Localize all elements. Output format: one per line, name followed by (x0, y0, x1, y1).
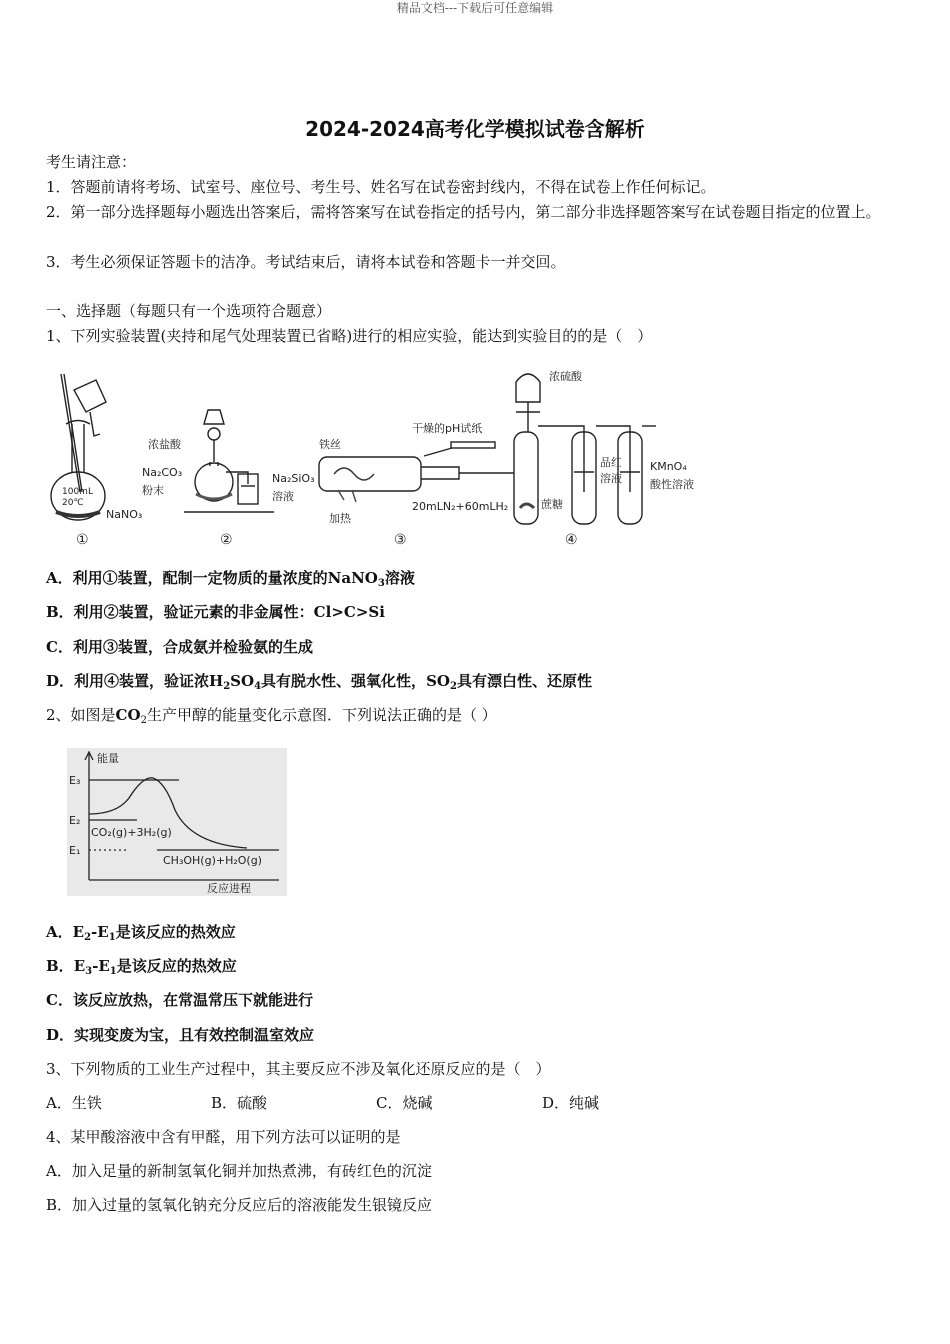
q1-option-b: B．利用②装置，验证元素的非金属性：Cl>C>Si (46, 603, 385, 621)
apparatus-figure (44, 362, 724, 552)
q1-option-d: D．利用④装置，验证浓$H_2SO_4$具有脱水性、强氧化性，$SO_2$具有漂白性、还原性 (46, 672, 592, 692)
q2-option-c: C．该反应放热，在常温常压下就能进行 (46, 991, 313, 1009)
label-nano3: NaNO₃ (106, 508, 143, 521)
label-h2so4: 浓硫酸 (549, 370, 582, 383)
energy-products: CH₃OH(g)+H₂O(g) (163, 854, 262, 867)
q2-option-d: D．实现变废为宝，且有效控制温室效应 (46, 1026, 315, 1044)
label-flask-1: 100mL 20℃ (62, 487, 93, 508)
energy-ylabel: 能量 (97, 752, 119, 765)
q1-option-c: C．利用③装置，合成氨并检验氨的生成 (46, 638, 313, 656)
label-ph-paper: 干燥的pH试纸 (412, 422, 483, 435)
q4-option-a: A．加入足量的新制氢氧化铜并加热煮沸，有砖红色的沉淀 (46, 1162, 432, 1180)
label-heat: 加热 (329, 512, 351, 525)
energy-e3: E₃ (69, 774, 81, 787)
q3-option-c: C．烧碱 (376, 1094, 433, 1112)
label-num-4: ④ (565, 532, 578, 548)
label-na2sio3: Na₂SiO₃ (272, 472, 315, 485)
question-1-stem: 1、下列实验装置(夹持和尾气处理装置已省略)进行的相应实验，能达到实验目的的是（ ） (46, 327, 653, 345)
label-solution: 溶液 (272, 490, 294, 503)
label-num-2: ② (220, 532, 233, 548)
energy-e1: E₁ (69, 844, 81, 857)
q3-option-a: A．生铁 (46, 1094, 102, 1112)
q3-option-b: B．硫酸 (211, 1094, 268, 1112)
q3-option-d: D．纯碱 (542, 1094, 600, 1112)
q2-option-b: B．$E_3-E_1$是该反应的热效应 (46, 957, 237, 977)
page-header: 精品文档---下载后可任意编辑 (396, 1, 554, 15)
notice-item-2: 2．第一部分选择题每小题选出答案后，需将答案写在试卷指定的括号内，第二部分非选择题答案写在试卷题目指定的位置上。 (46, 203, 881, 221)
question-4-stem: 4、某甲酸溶液中含有甲醛，用下列方法可以证明的是 (46, 1128, 401, 1146)
label-pinhong: 品红 (600, 456, 622, 469)
q4-option-b: B．加入过量的氢氧化钠充分反应后的溶液能发生银镜反应 (46, 1196, 433, 1214)
label-gas: 20mLN₂+60mLH₂ (412, 500, 509, 513)
notice-item-1: 1．答题前请将考场、试室号、座位号、考生号、姓名写在试卷密封线内，不得在试卷上作任何标记。 (46, 178, 716, 196)
energy-reactants: CO₂(g)+3H₂(g) (91, 826, 172, 839)
label-na2co3: Na₂CO₃ (142, 466, 183, 479)
label-kmno4-b: 酸性溶液 (650, 478, 694, 491)
label-num-3: ③ (394, 532, 407, 548)
notice-item-3: 3．考生必须保证答题卡的洁净。考试结束后，请将本试卷和答题卡一并交回。 (46, 253, 566, 271)
label-kmno4: KMnO₄ (650, 460, 687, 473)
label-num-1: ① (76, 532, 89, 548)
question-3-stem: 3、下列物质的工业生产过程中，其主要反应不涉及氧化还原反应的是（ ） (46, 1060, 551, 1078)
label-pinhong-2: 溶液 (600, 472, 622, 485)
label-wire: 铁丝 (319, 438, 341, 451)
page-title: 2024-2024高考化学模拟试卷含解析 (305, 117, 645, 141)
question-2-stem: 2、如图是$CO_2$生产甲醇的能量变化示意图．下列说法正确的是（ ） (46, 706, 497, 726)
label-hcl: 浓盐酸 (148, 438, 181, 451)
energy-e2: E₂ (69, 814, 81, 827)
q1-option-a: A．利用①装置，配制一定物质的量浓度的NaNO$_3$溶液 (46, 569, 415, 589)
label-powder: 粉末 (142, 484, 164, 497)
notice-heading: 考生请注意： (46, 153, 137, 171)
section-heading: 一、选择题（每题只有一个选项符合题意） (46, 302, 332, 320)
q2-option-a: A．$E_2-E_1$是该反应的热效应 (46, 923, 236, 943)
label-sugar: 蔗糖 (541, 498, 563, 511)
energy-diagram (67, 748, 287, 896)
energy-xlabel: 反应进程 (207, 882, 251, 895)
